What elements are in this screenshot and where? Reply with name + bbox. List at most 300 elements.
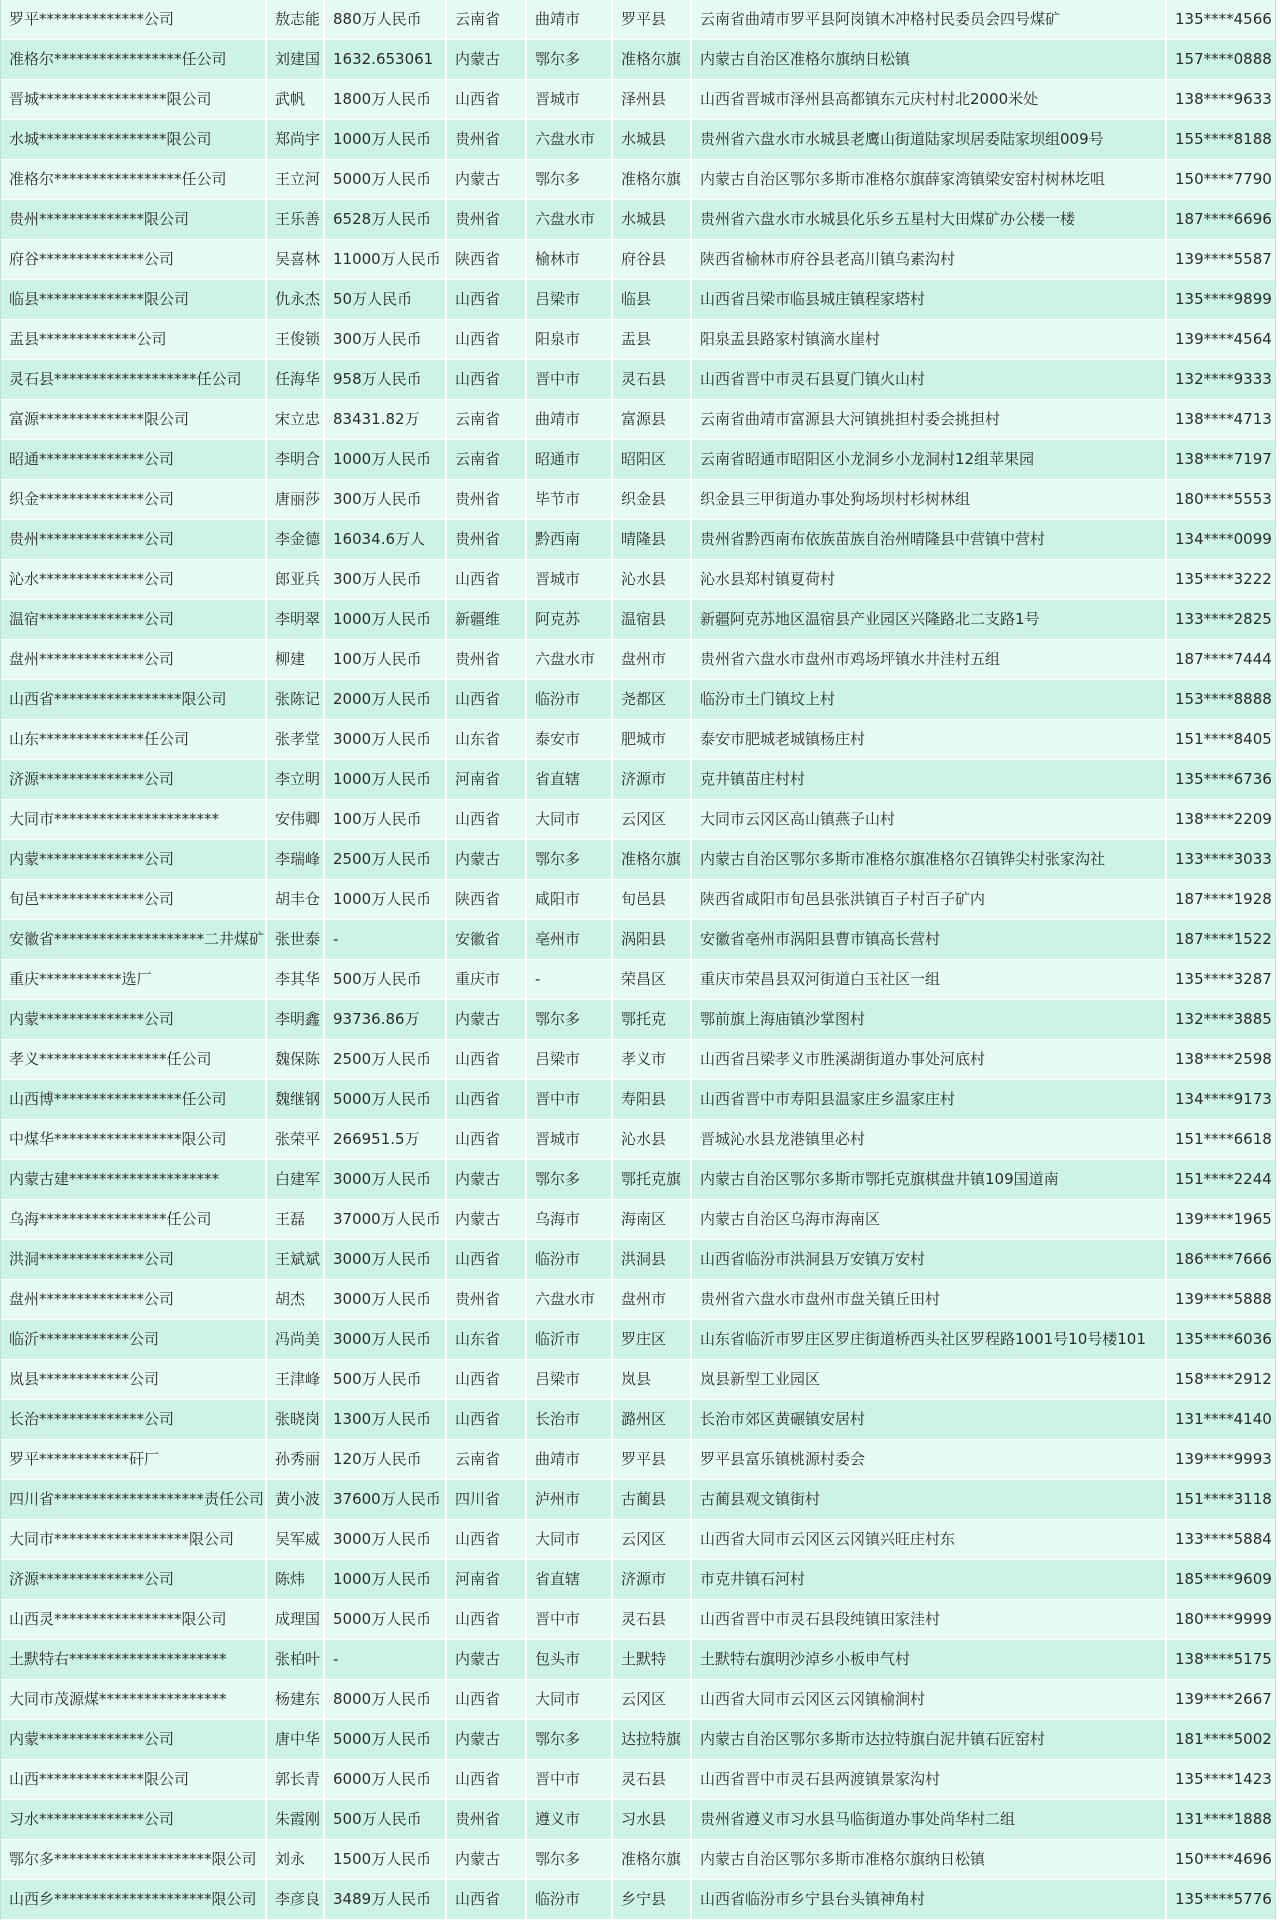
capital-cell: 266951.5万 (324, 1120, 446, 1160)
phone-cell: 138****5175 (1166, 1640, 1275, 1680)
capital-cell: 3489万人民币 (324, 1880, 446, 1920)
province-cell: 山西省 (446, 360, 526, 400)
county-cell: 云冈区 (612, 1680, 691, 1720)
table-row (1, 1320, 1275, 1360)
phone-cell: 135****3287 (1166, 960, 1275, 1000)
phone-cell: 180****5553 (1166, 480, 1275, 520)
phone-cell: 133****5884 (1166, 1520, 1275, 1560)
address-cell: 岚县新型工业园区 (691, 1360, 1166, 1400)
province-cell: 内蒙古 (446, 1200, 526, 1240)
company-name-cell: 乌海*****************任公司 (1, 1200, 266, 1240)
legal-rep-cell: 李金德 (266, 520, 324, 560)
address-cell: 内蒙古自治区鄂尔多斯市达拉特旗白泥井镇石匠窑村 (691, 1720, 1166, 1760)
legal-rep-cell: 李明合 (266, 440, 324, 480)
table-row (1, 1600, 1275, 1640)
province-cell: 陕西省 (446, 240, 526, 280)
county-cell: 尧都区 (612, 680, 691, 720)
capital-cell: 300万人民币 (324, 480, 446, 520)
company-name-cell: 济源**************公司 (1, 760, 266, 800)
address-cell: 阳泉盂县路家村镇滴水崖村 (691, 320, 1166, 360)
province-cell: 山东省 (446, 720, 526, 760)
legal-rep-cell: 李其华 (266, 960, 324, 1000)
address-cell: 贵州省六盘水市水城县老鹰山街道陆家坝居委陆家坝组009号 (691, 120, 1166, 160)
table-row (1, 1440, 1275, 1480)
company-name-cell: 山西灵*****************限公司 (1, 1600, 266, 1640)
capital-cell: 1000万人民币 (324, 440, 446, 480)
address-cell: 新疆阿克苏地区温宿县产业园区兴隆路北二支路1号 (691, 600, 1166, 640)
company-name-cell: 山西**************限公司 (1, 1760, 266, 1800)
table-row (1, 1080, 1275, 1120)
county-cell: 灵石县 (612, 1760, 691, 1800)
company-name-cell: 临沂************公司 (1, 1320, 266, 1360)
address-cell: 大同市云冈区高山镇燕子山村 (691, 800, 1166, 840)
city-cell: 吕梁市 (526, 280, 612, 320)
capital-cell: 1000万人民币 (324, 600, 446, 640)
address-cell: 山西省吕梁孝义市胜溪湖街道办事处河底村 (691, 1040, 1166, 1080)
province-cell: 内蒙古 (446, 840, 526, 880)
legal-rep-cell: 郑尚宇 (266, 120, 324, 160)
city-cell: 晋城市 (526, 560, 612, 600)
legal-rep-cell: 王津峰 (266, 1360, 324, 1400)
legal-rep-cell: 吴军威 (266, 1520, 324, 1560)
address-cell: 山西省晋中市灵石县两渡镇景家沟村 (691, 1760, 1166, 1800)
city-cell: 包头市 (526, 1640, 612, 1680)
table-row (1, 200, 1275, 240)
city-cell: 阳泉市 (526, 320, 612, 360)
company-name-cell: 准格尔*****************任公司 (1, 160, 266, 200)
province-cell: 山西省 (446, 1080, 526, 1120)
city-cell: 晋中市 (526, 1080, 612, 1120)
legal-rep-cell: 白建军 (266, 1160, 324, 1200)
company-name-cell: 温宿**************公司 (1, 600, 266, 640)
company-name-cell: 四川省********************责任公司 (1, 1480, 266, 1520)
address-cell: 内蒙古自治区鄂尔多斯市准格尔旗纳日松镇 (691, 1840, 1166, 1880)
county-cell: 潞州区 (612, 1400, 691, 1440)
table-row (1, 1040, 1275, 1080)
city-cell: 泰安市 (526, 720, 612, 760)
phone-cell: 138****2209 (1166, 800, 1275, 840)
county-cell: 罗平县 (612, 0, 691, 40)
legal-rep-cell: 张荣平 (266, 1120, 324, 1160)
city-cell: 大同市 (526, 800, 612, 840)
company-name-cell: 准格尔*****************任公司 (1, 40, 266, 80)
legal-rep-cell: 张世泰 (266, 920, 324, 960)
city-cell: 省直辖 (526, 1560, 612, 1600)
county-cell: 准格尔旗 (612, 840, 691, 880)
province-cell: 山西省 (446, 1400, 526, 1440)
province-cell: 山西省 (446, 1240, 526, 1280)
capital-cell: 5000万人民币 (324, 160, 446, 200)
county-cell: 沁水县 (612, 1120, 691, 1160)
address-cell: 内蒙古自治区鄂尔多斯市鄂托克旗棋盘井镇109国道南 (691, 1160, 1166, 1200)
legal-rep-cell: 陈炜 (266, 1560, 324, 1600)
address-cell: 山东省临沂市罗庄区罗庄街道桥西头社区罗程路1001号10号楼101 (691, 1320, 1166, 1360)
county-cell: 灵石县 (612, 1600, 691, 1640)
city-cell: 大同市 (526, 1520, 612, 1560)
province-cell: 内蒙古 (446, 1640, 526, 1680)
county-cell: 府谷县 (612, 240, 691, 280)
company-name-cell: 大同市********************** (1, 800, 266, 840)
county-cell: 古蔺县 (612, 1480, 691, 1520)
address-cell: 古蔺县观文镇街村 (691, 1480, 1166, 1520)
capital-cell: 16034.6万人 (324, 520, 446, 560)
capital-cell: 2000万人民币 (324, 680, 446, 720)
phone-cell: 132****9333 (1166, 360, 1275, 400)
capital-cell: 2500万人民币 (324, 840, 446, 880)
city-cell: 鄂尔多 (526, 1000, 612, 1040)
company-name-cell: 贵州**************限公司 (1, 200, 266, 240)
county-cell: 济源市 (612, 1560, 691, 1600)
address-cell: 云南省曲靖市罗平县阿岗镇木冲格村民委员会四号煤矿 (691, 0, 1166, 40)
city-cell: 毕节市 (526, 480, 612, 520)
city-cell: 鄂尔多 (526, 1840, 612, 1880)
city-cell: 晋城市 (526, 1120, 612, 1160)
legal-rep-cell: 吴喜林 (266, 240, 324, 280)
province-cell: 山西省 (446, 1360, 526, 1400)
address-cell: 贵州省六盘水市盘州市盘关镇丘田村 (691, 1280, 1166, 1320)
phone-cell: 138****9633 (1166, 80, 1275, 120)
company-name-cell: 晋城*****************限公司 (1, 80, 266, 120)
province-cell: 贵州省 (446, 120, 526, 160)
legal-rep-cell: 郎亚兵 (266, 560, 324, 600)
capital-cell: 100万人民币 (324, 800, 446, 840)
province-cell: 山西省 (446, 1760, 526, 1800)
county-cell: 温宿县 (612, 600, 691, 640)
capital-cell: 500万人民币 (324, 1800, 446, 1840)
address-cell: 山西省晋中市寿阳县温家庄乡温家庄村 (691, 1080, 1166, 1120)
table-row (1, 1280, 1275, 1320)
address-cell: 泰安市肥城老城镇杨庄村 (691, 720, 1166, 760)
province-cell: 云南省 (446, 0, 526, 40)
table-row (1, 760, 1275, 800)
company-name-cell: 长治**************公司 (1, 1400, 266, 1440)
capital-cell: 5000万人民币 (324, 1720, 446, 1760)
capital-cell: 8000万人民币 (324, 1680, 446, 1720)
capital-cell: 1632.653061 (324, 40, 446, 80)
company-name-cell: 贵州**************公司 (1, 520, 266, 560)
county-cell: 海南区 (612, 1200, 691, 1240)
city-cell: 咸阳市 (526, 880, 612, 920)
address-cell: 山西省临汾市洪洞县万安镇万安村 (691, 1240, 1166, 1280)
address-cell: 沁水县郑村镇夏荷村 (691, 560, 1166, 600)
company-name-cell: 盘州**************公司 (1, 640, 266, 680)
company-name-cell: 山西乡*********************限公司 (1, 1880, 266, 1920)
company-name-cell: 山西博*****************任公司 (1, 1080, 266, 1120)
address-cell: 安徽省亳州市涡阳县曹市镇高长营村 (691, 920, 1166, 960)
capital-cell: 11000万人民币 (324, 240, 446, 280)
county-cell: 济源市 (612, 760, 691, 800)
county-cell: 盘州市 (612, 640, 691, 680)
capital-cell: 3000万人民币 (324, 720, 446, 760)
capital-cell: 2500万人民币 (324, 1040, 446, 1080)
address-cell: 内蒙古自治区乌海市海南区 (691, 1200, 1166, 1240)
province-cell: 内蒙古 (446, 1840, 526, 1880)
company-name-cell: 水城*****************限公司 (1, 120, 266, 160)
phone-cell: 131****4140 (1166, 1400, 1275, 1440)
city-cell: 黔西南 (526, 520, 612, 560)
city-cell: 省直辖 (526, 760, 612, 800)
city-cell: - (526, 960, 612, 1000)
province-cell: 山西省 (446, 680, 526, 720)
phone-cell: 139****9993 (1166, 1440, 1275, 1480)
address-cell: 山西省大同市云冈区云冈镇兴旺庄村东 (691, 1520, 1166, 1560)
province-cell: 山西省 (446, 1040, 526, 1080)
table-row (1, 0, 1275, 40)
company-name-cell: 内蒙**************公司 (1, 1000, 266, 1040)
phone-cell: 135****4566 (1166, 0, 1275, 40)
address-cell: 云南省曲靖市富源县大河镇挑担村委会挑担村 (691, 400, 1166, 440)
county-cell: 寿阳县 (612, 1080, 691, 1120)
county-cell: 沁水县 (612, 560, 691, 600)
company-name-cell: 盂县*************公司 (1, 320, 266, 360)
capital-cell: 3000万人民币 (324, 1160, 446, 1200)
table-row (1, 1560, 1275, 1600)
legal-rep-cell: 张陈记 (266, 680, 324, 720)
province-cell: 山西省 (446, 1520, 526, 1560)
county-cell: 土默特 (612, 1640, 691, 1680)
city-cell: 六盘水市 (526, 200, 612, 240)
county-cell: 准格尔旗 (612, 160, 691, 200)
table-row (1, 320, 1275, 360)
address-cell: 市克井镇石河村 (691, 1560, 1166, 1600)
legal-rep-cell: 王乐善 (266, 200, 324, 240)
phone-cell: 133****3033 (1166, 840, 1275, 880)
capital-cell: 3000万人民币 (324, 1240, 446, 1280)
company-name-cell: 孝义*****************任公司 (1, 1040, 266, 1080)
capital-cell: 5000万人民币 (324, 1600, 446, 1640)
capital-cell: 1000万人民币 (324, 1560, 446, 1600)
table-row (1, 1720, 1275, 1760)
address-cell: 晋城沁水县龙港镇里必村 (691, 1120, 1166, 1160)
province-cell: 山西省 (446, 1680, 526, 1720)
county-cell: 水城县 (612, 200, 691, 240)
company-name-cell: 内蒙古建******************** (1, 1160, 266, 1200)
company-name-cell: 沁水**************公司 (1, 560, 266, 600)
table-row (1, 280, 1275, 320)
capital-cell: 93736.86万 (324, 1000, 446, 1040)
table-row (1, 1680, 1275, 1720)
legal-rep-cell: 任海华 (266, 360, 324, 400)
phone-cell: 135****5776 (1166, 1880, 1275, 1920)
legal-rep-cell: 唐丽莎 (266, 480, 324, 520)
province-cell: 贵州省 (446, 1800, 526, 1840)
address-cell: 云南省昭通市昭阳区小龙洞乡小龙洞村12组苹果园 (691, 440, 1166, 480)
province-cell: 云南省 (446, 440, 526, 480)
address-cell: 山西省吕梁市临县城庄镇程家塔村 (691, 280, 1166, 320)
company-name-cell: 岚县************公司 (1, 1360, 266, 1400)
table-row (1, 1640, 1275, 1680)
address-cell: 山西省晋城市泽州县高都镇东元庆村村北2000米处 (691, 80, 1166, 120)
city-cell: 晋中市 (526, 360, 612, 400)
table-row (1, 680, 1275, 720)
city-cell: 曲靖市 (526, 1440, 612, 1480)
province-cell: 河南省 (446, 1560, 526, 1600)
company-name-cell: 临县**************限公司 (1, 280, 266, 320)
table-row (1, 920, 1275, 960)
capital-cell: 1500万人民币 (324, 1840, 446, 1880)
county-cell: 盘州市 (612, 1280, 691, 1320)
phone-cell: 150****7790 (1166, 160, 1275, 200)
city-cell: 泸州市 (526, 1480, 612, 1520)
address-cell: 贵州省黔西南布依族苗族自治州晴隆县中营镇中营村 (691, 520, 1166, 560)
capital-cell: 37600万人民币 (324, 1480, 446, 1520)
province-cell: 四川省 (446, 1480, 526, 1520)
county-cell: 罗平县 (612, 1440, 691, 1480)
county-cell: 云冈区 (612, 1520, 691, 1560)
province-cell: 新疆维 (446, 600, 526, 640)
capital-cell: 37000万人民币 (324, 1200, 446, 1240)
legal-rep-cell: 李明鑫 (266, 1000, 324, 1040)
legal-rep-cell: 魏继钢 (266, 1080, 324, 1120)
province-cell: 山西省 (446, 320, 526, 360)
province-cell: 山西省 (446, 800, 526, 840)
table-row (1, 880, 1275, 920)
table-row (1, 1400, 1275, 1440)
county-cell: 准格尔旗 (612, 40, 691, 80)
county-cell: 荣昌区 (612, 960, 691, 1000)
phone-cell: 135****1423 (1166, 1760, 1275, 1800)
province-cell: 内蒙古 (446, 1160, 526, 1200)
capital-cell: 3000万人民币 (324, 1320, 446, 1360)
phone-cell: 155****8188 (1166, 120, 1275, 160)
address-cell: 临汾市土门镇坟上村 (691, 680, 1166, 720)
legal-rep-cell: 冯尚美 (266, 1320, 324, 1360)
phone-cell: 139****5587 (1166, 240, 1275, 280)
table-row (1, 960, 1275, 1000)
address-cell: 陕西省咸阳市旬邑县张洪镇百子村百子矿内 (691, 880, 1166, 920)
capital-cell: 958万人民币 (324, 360, 446, 400)
legal-rep-cell: 李明翠 (266, 600, 324, 640)
province-cell: 贵州省 (446, 200, 526, 240)
address-cell: 长治市郊区黄碾镇安居村 (691, 1400, 1166, 1440)
legal-rep-cell: 王俊锁 (266, 320, 324, 360)
table-row (1, 640, 1275, 680)
legal-rep-cell: 张柏叶 (266, 1640, 324, 1680)
city-cell: 昭通市 (526, 440, 612, 480)
table-row (1, 840, 1275, 880)
table-row (1, 440, 1275, 480)
city-cell: 大同市 (526, 1680, 612, 1720)
legal-rep-cell: 孙秀丽 (266, 1440, 324, 1480)
county-cell: 云冈区 (612, 800, 691, 840)
company-name-cell: 土默特右********************* (1, 1640, 266, 1680)
address-cell: 山西省临汾市乡宁县台头镇神角村 (691, 1880, 1166, 1920)
city-cell: 长治市 (526, 1400, 612, 1440)
address-cell: 罗平县富乐镇桃源村委会 (691, 1440, 1166, 1480)
address-cell: 贵州省遵义市习水县马临街道办事处尚华村二组 (691, 1800, 1166, 1840)
company-name-cell: 内蒙**************公司 (1, 840, 266, 880)
province-cell: 内蒙古 (446, 40, 526, 80)
address-cell: 土默特右旗明沙淖乡小板申气村 (691, 1640, 1166, 1680)
phone-cell: 187****1928 (1166, 880, 1275, 920)
phone-cell: 138****4713 (1166, 400, 1275, 440)
phone-cell: 187****7444 (1166, 640, 1275, 680)
table-row (1, 1000, 1275, 1040)
county-cell: 临县 (612, 280, 691, 320)
capital-cell: 1800万人民币 (324, 80, 446, 120)
company-name-cell: 旬邑**************公司 (1, 880, 266, 920)
company-name-cell: 山西省*****************限公司 (1, 680, 266, 720)
county-cell: 昭阳区 (612, 440, 691, 480)
table-row (1, 160, 1275, 200)
capital-cell: 1000万人民币 (324, 880, 446, 920)
city-cell: 六盘水市 (526, 120, 612, 160)
legal-rep-cell: 柳建 (266, 640, 324, 680)
city-cell: 乌海市 (526, 1200, 612, 1240)
table-row (1, 1120, 1275, 1160)
province-cell: 贵州省 (446, 480, 526, 520)
company-name-cell: 织金**************公司 (1, 480, 266, 520)
province-cell: 重庆市 (446, 960, 526, 1000)
capital-cell: 6528万人民币 (324, 200, 446, 240)
table-row (1, 720, 1275, 760)
table-row (1, 1160, 1275, 1200)
capital-cell: 1000万人民币 (324, 120, 446, 160)
province-cell: 贵州省 (446, 640, 526, 680)
company-name-cell: 内蒙**************公司 (1, 1720, 266, 1760)
province-cell: 安徽省 (446, 920, 526, 960)
province-cell: 山西省 (446, 1880, 526, 1920)
address-cell: 贵州省六盘水市盘州市鸡场坪镇水井洼村五组 (691, 640, 1166, 680)
legal-rep-cell: 李瑞峰 (266, 840, 324, 880)
address-cell: 内蒙古自治区鄂尔多斯市准格尔旗准格尔召镇铧尖村张家沟社 (691, 840, 1166, 880)
table-row (1, 800, 1275, 840)
legal-rep-cell: 成理国 (266, 1600, 324, 1640)
legal-rep-cell: 唐中华 (266, 1720, 324, 1760)
city-cell: 临汾市 (526, 680, 612, 720)
phone-cell: 135****3222 (1166, 560, 1275, 600)
phone-cell: 150****4696 (1166, 1840, 1275, 1880)
table-row (1, 1480, 1275, 1520)
county-cell: 盂县 (612, 320, 691, 360)
address-cell: 内蒙古自治区鄂尔多斯市准格尔旗薛家湾镇梁安窑村树林圪咀 (691, 160, 1166, 200)
company-name-cell: 昭通**************公司 (1, 440, 266, 480)
phone-cell: 135****9899 (1166, 280, 1275, 320)
legal-rep-cell: 刘建国 (266, 40, 324, 80)
company-name-cell: 习水**************公司 (1, 1800, 266, 1840)
company-name-cell: 罗平**************公司 (1, 0, 266, 40)
legal-rep-cell: 张晓岗 (266, 1400, 324, 1440)
legal-rep-cell: 王斌斌 (266, 1240, 324, 1280)
capital-cell: 100万人民币 (324, 640, 446, 680)
capital-cell: - (324, 1640, 446, 1680)
phone-cell: 180****9999 (1166, 1600, 1275, 1640)
county-cell: 鄂托克旗 (612, 1160, 691, 1200)
phone-cell: 181****5002 (1166, 1720, 1275, 1760)
county-cell: 岚县 (612, 1360, 691, 1400)
company-name-cell: 洪洞**************公司 (1, 1240, 266, 1280)
company-name-cell: 安徽省********************二井煤矿 (1, 920, 266, 960)
city-cell: 六盘水市 (526, 1280, 612, 1320)
county-cell: 旬邑县 (612, 880, 691, 920)
phone-cell: 151****6618 (1166, 1120, 1275, 1160)
table-row (1, 1240, 1275, 1280)
phone-cell: 135****6736 (1166, 760, 1275, 800)
legal-rep-cell: 武帆 (266, 80, 324, 120)
company-name-cell: 盘州**************公司 (1, 1280, 266, 1320)
phone-cell: 131****1888 (1166, 1800, 1275, 1840)
legal-rep-cell: 安伟卿 (266, 800, 324, 840)
city-cell: 鄂尔多 (526, 40, 612, 80)
table-row (1, 1520, 1275, 1560)
address-cell: 山西省大同市云冈区云冈镇榆涧村 (691, 1680, 1166, 1720)
capital-cell: 3000万人民币 (324, 1520, 446, 1560)
city-cell: 六盘水市 (526, 640, 612, 680)
company-name-cell: 大同市******************限公司 (1, 1520, 266, 1560)
legal-rep-cell: 魏保陈 (266, 1040, 324, 1080)
county-cell: 习水县 (612, 1800, 691, 1840)
city-cell: 临汾市 (526, 1880, 612, 1920)
